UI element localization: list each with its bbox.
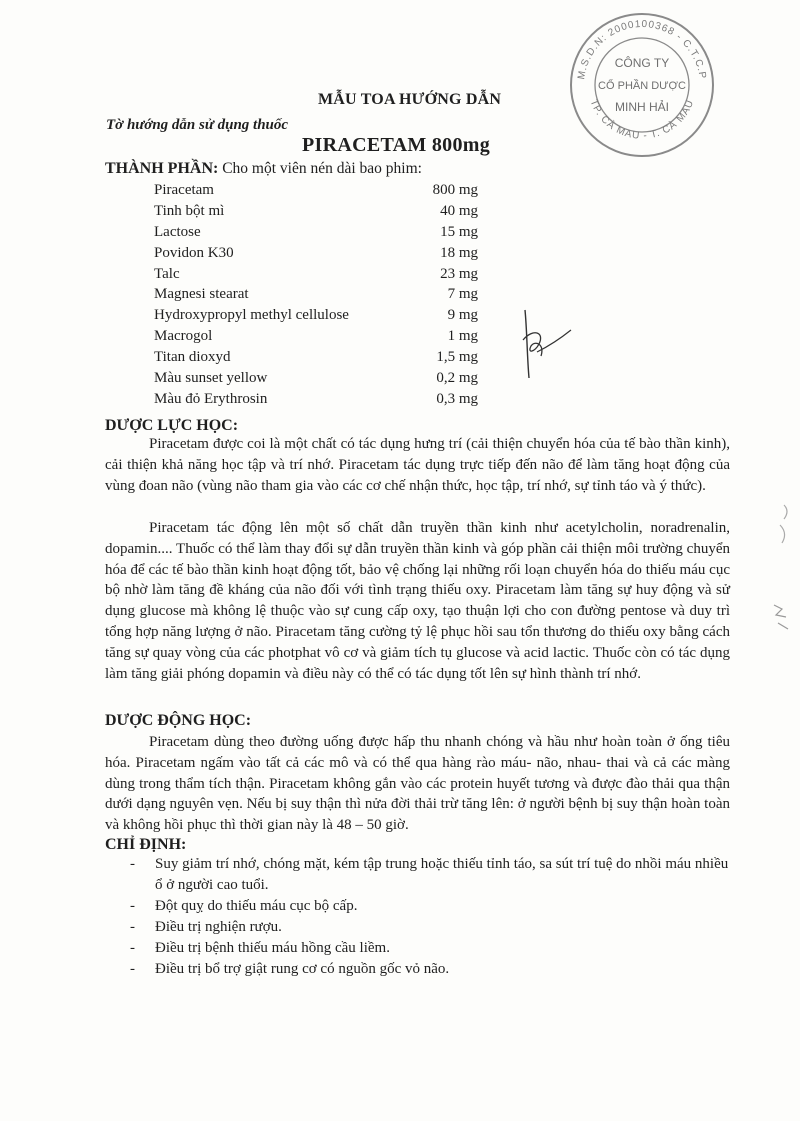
ingredient-amount: 0,2 mg	[436, 370, 478, 387]
composition-heading: THÀNH PHẦN:	[105, 160, 219, 177]
stamp-line3: MINH HẢI	[615, 100, 669, 114]
indication-text: Điều trị bổ trợ giật rung cơ có nguồn gốc vỏ não.	[155, 960, 450, 977]
stamp-line1: CÔNG TY	[614, 56, 670, 70]
ingredient-name: Piracetam	[154, 182, 214, 198]
list-dash: -	[130, 856, 135, 872]
list-dash: -	[130, 918, 135, 935]
ingredient-name: Hydroxypropyl methyl cellulose	[154, 307, 349, 324]
composition-line	[105, 160, 422, 178]
indications-heading: CHỈ ĐỊNH:	[105, 836, 187, 853]
pharmacodynamics-heading: DƯỢC LỰC HỌC:	[105, 417, 239, 434]
document-title: MẪU TOA HƯỚNG DẪN	[318, 91, 502, 108]
ingredient-name: Titan dioxyd	[154, 349, 231, 366]
ingredient-row	[154, 389, 494, 410]
ingredient-row	[154, 264, 494, 285]
ingredient-name: Lactose	[154, 223, 201, 240]
pharmacokinetics-heading: DƯỢC ĐỘNG HỌC:	[105, 712, 252, 729]
stamp-top-text: M.S.D.N: 2000100368 - C.T.C.P	[576, 18, 708, 81]
ingredient-name: Magnesi stearat	[154, 286, 249, 303]
ingredient-row	[154, 180, 494, 201]
ingredient-name: Màu đỏ Erythrosin	[154, 390, 268, 407]
list-item	[130, 959, 730, 980]
ingredient-name: Màu sunset yellow	[154, 370, 268, 387]
ingredient-row	[154, 284, 494, 305]
indications-list	[130, 854, 730, 980]
pharmacokinetics-paragraph: Piracetam dùng theo đường uống được hấp thu nhanh chóng và hầu như hoàn toàn ở ống tiêu hóa. Piracetam ngấm vào tất cả các mô và có thể qua hàng rào máu- não, nhau- thai và cả các màng dùng trong thẩm tích thận. Piracetam không gắn vào các protein huyết tương và được đào thải qua thận dưới dạng nguyên vẹn. Nếu bị suy thận thì nửa đời thải trừ tăng lên: ở người bệnh bị suy thận hoàn toàn và không hồi phục thì thời gian này là 48 – 50 giờ.	[105, 734, 730, 834]
ingredient-amount: 9 mg	[447, 307, 478, 324]
indication-text: Điều trị nghiện rượu.	[155, 918, 282, 935]
ingredient-list	[154, 180, 494, 410]
pharmacodynamics-paragraph-1: Piracetam được coi là một chất có tác dụng hưng trí (cải thiện chuyển hóa của tế bào thần kinh), cải thiện khả năng học tập và trí nhớ. Piracetam tác dụng trực tiếp đến não để làm tăng hoạt động của vùng đoan não (vùng não tham gia vào các cơ chế nhận thức, học tập, trí nhớ, sự tỉnh táo và ý thức).	[105, 436, 730, 494]
document-subtitle: Tờ hướng dẫn sử dụng thuốc	[106, 117, 289, 133]
list-dash: -	[130, 960, 135, 977]
ingredient-row	[154, 201, 494, 222]
ingredient-amount: 1,5 mg	[436, 349, 478, 366]
list-item	[130, 896, 730, 917]
ingredient-amount: 7 mg	[447, 286, 478, 303]
product-name: PIRACETAM 800mg	[302, 134, 491, 156]
ingredient-amount: 23 mg	[440, 265, 478, 282]
ingredient-row	[154, 326, 494, 347]
ingredient-row	[154, 347, 494, 368]
ingredient-row	[154, 368, 494, 389]
ingredient-amount: 40 mg	[440, 202, 478, 219]
ingredient-amount: 18 mg	[440, 244, 478, 261]
svg-text:M.S.D.N: 2000100368 - C.T.C.P	[576, 19, 708, 80]
ingredient-row	[154, 222, 494, 243]
ingredient-amount: 0,3 mg	[436, 390, 478, 407]
ingredient-name: Povidon K30	[154, 244, 234, 261]
ingredient-amount: 1 mg	[447, 328, 478, 345]
list-dash: -	[130, 897, 135, 914]
ingredient-row	[154, 305, 494, 326]
list-dash: -	[130, 939, 135, 956]
ingredient-row	[154, 243, 494, 264]
ingredient-amount: 15 mg	[440, 223, 478, 240]
pharmacodynamics-paragraph-2: Piracetam tác động lên một số chất dẫn truyền thần kinh như acetylcholin, noradrenalin, dopamin.... Thuốc có thể làm thay đổi sự dẫn truyền thần kinh và góp phần cải thiện môi trường chuyển hóa để các tế bào thần kinh hoạt động tốt, bảo vệ chống lại những rối loạn chuyển hóa do thiếu máu cục bộ nhờ làm tăng đề kháng của não đối với tình trạng thiếu oxy. Piracetam làm tăng sự huy động và sử dụng glucose mà không lệ thuộc vào sự cung cấp oxy, tạo thuận lợi cho con đường pentose và duy trì tổng hợp năng lượng ở não. Piracetam tăng cường tỷ lệ phục hồi sau tổn thương do thiếu oxy bằng cách tăng sự quay vòng của các photphat vô cơ và giảm tích tụ glucose và acid lactic. Thuốc còn có tác dụng làm tăng giải phóng dopamin và điều này có thể có tác dụng tốt lên sự hình thành trí nhớ.	[105, 520, 730, 682]
stamp-line2: CỔ PHẦN DƯỢC	[598, 80, 686, 92]
indication-text: Điều trị bệnh thiếu máu hồng cầu liềm.	[155, 939, 390, 956]
ingredient-name: Macrogol	[154, 328, 213, 345]
ingredient-amount: 800 mg	[432, 182, 478, 198]
ingredient-name: Talc	[154, 265, 180, 282]
company-stamp	[567, 10, 717, 160]
edge-stamp-mark	[762, 495, 792, 645]
indication-text: Đột quỵ do thiếu máu cục bộ cấp.	[155, 897, 358, 914]
list-item	[130, 917, 730, 938]
composition-intro: Cho một viên nén dài bao phim:	[218, 160, 422, 177]
list-item	[130, 938, 730, 959]
indication-text: Suy giảm trí nhớ, chóng mặt, kém tập trung hoặc thiếu tỉnh táo, sa sút trí tuệ do nhồi máu nhiều ổ ở người cao tuổi.	[155, 856, 729, 893]
handwritten-signature	[505, 300, 575, 390]
ingredient-name: Tinh bột mì	[154, 202, 225, 219]
list-item	[130, 854, 730, 895]
stamp-bottom-text: TP. CÀ MAU - T. CÀ MAU	[587, 98, 697, 142]
